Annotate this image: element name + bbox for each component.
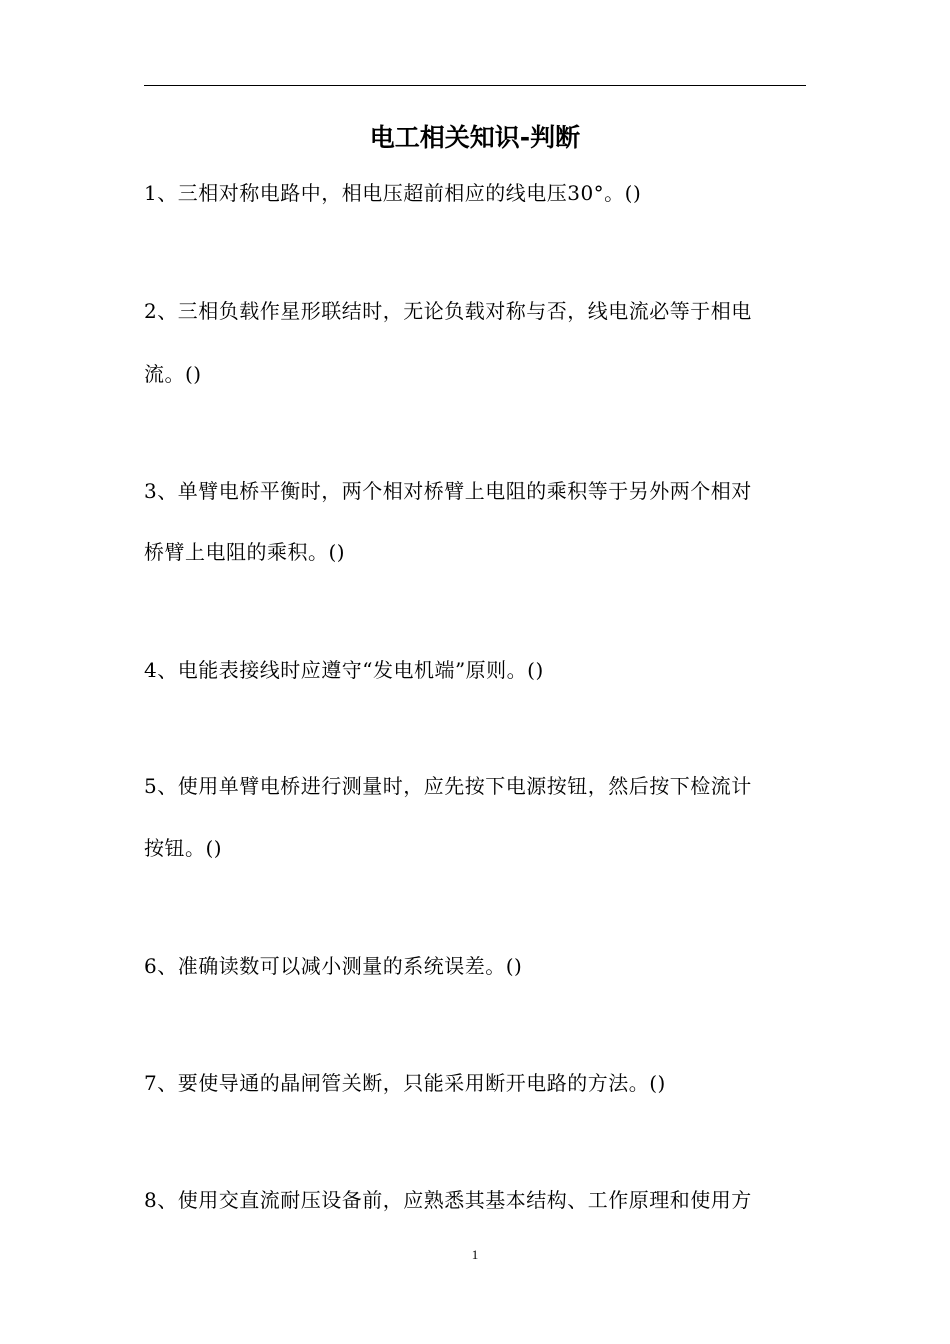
question-text-line: 按钮。() — [144, 836, 223, 860]
question-text-line: 2、三相负载作星形联结时，无论负载对称与否，线电流必等于相电 — [144, 299, 752, 323]
header-rule — [144, 85, 806, 86]
question-text-line: 5、使用单臂电桥进行测量时，应先按下电源按钮，然后按下检流计 — [144, 774, 752, 798]
page-number: 1 — [471, 1247, 479, 1262]
question-text-line: 4、电能表接线时应遵守“发电机端”原则。() — [144, 658, 544, 682]
document-title: 电工相关知识-判断 — [369, 123, 581, 152]
question-text-line: 1、三相对称电路中，相电压超前相应的线电压30°。() — [144, 181, 642, 205]
question-text-line: 6、准确读数可以减小测量的系统误差。() — [144, 954, 523, 978]
question-text-line: 7、要使导通的晶闸管关断，只能采用断开电路的方法。() — [144, 1071, 666, 1095]
question-text-line: 桥臂上电阻的乘积。() — [144, 540, 346, 564]
question-text-line: 流。() — [144, 362, 202, 386]
question-text-line: 8、使用交直流耐压设备前，应熟悉其基本结构、工作原理和使用方 — [144, 1188, 752, 1212]
question-text-line: 3、单臂电桥平衡时，两个相对桥臂上电阻的乘积等于另外两个相对 — [144, 479, 752, 503]
